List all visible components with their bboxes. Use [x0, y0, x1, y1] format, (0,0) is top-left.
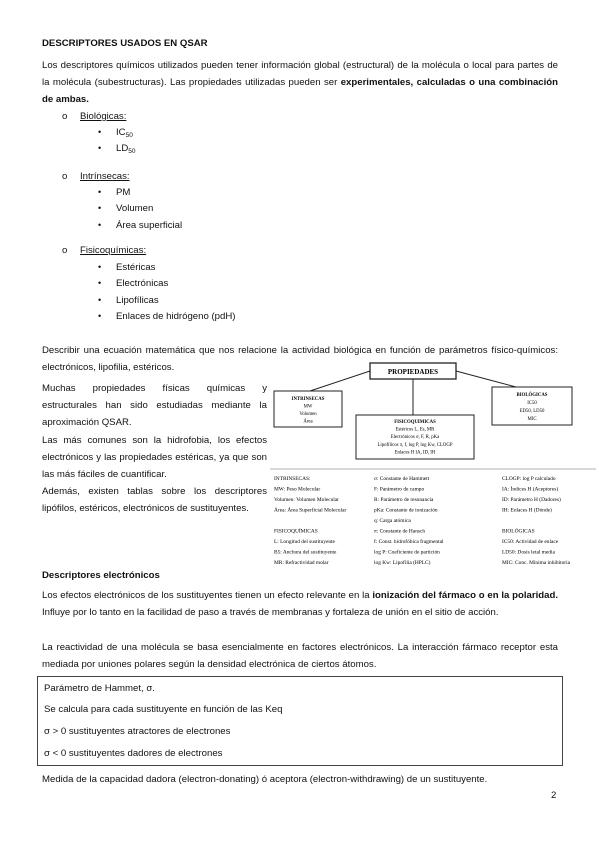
- table-col2-cell: log Kw: Lipofilia (HPLC): [374, 560, 431, 566]
- box-line-3: σ > 0 sustituyentes atractores de electrones: [44, 726, 231, 737]
- item-bullet: •: [98, 295, 102, 305]
- category-item: [116, 143, 136, 155]
- table-col1-cell: B5: Anchura del sustituyente: [274, 549, 337, 556]
- category-label: Biológicas:: [80, 111, 127, 122]
- electronic-paragraph-2: La reactividad de una molécula se basa esencialmente en factores electrónicos. La interacción fármaco receptor esta mediada por uniones polares según la densidad electrónica de ciertos átomos.: [42, 642, 558, 670]
- item-text: Estéricas: [116, 262, 156, 273]
- elec-text-bold: ionización del fármaco o en la polaridad.: [372, 590, 558, 601]
- table-col2-cell: pKa: Constante de ionización: [374, 507, 438, 514]
- box-line-4: σ < 0 sustituyentes dadores de electrones: [44, 748, 223, 759]
- table-col1-cell: FISICOQUÍMICAS: [274, 528, 318, 535]
- table-col3-cell: IA: Índices H (Aceptores): [502, 486, 559, 493]
- category-label: Intrínsecas:: [80, 171, 130, 182]
- intro-paragraph: [42, 57, 558, 108]
- item-text: Electrónicas: [116, 278, 169, 289]
- bio-line: BIOLÓGICAS: [516, 393, 548, 398]
- table-col3-cell: MIC: Conc. Mínima inhibitoria: [502, 560, 570, 566]
- final-line: Medida de la capacidad dadora (electron-donating) ó aceptora (electron-withdrawing) de un sustituyente.: [42, 774, 488, 785]
- side-paragraph-1: Muchas propiedades físicas químicas y estructurales han sido estudiadas mediante la aproximación QSAR.: [42, 383, 267, 428]
- table-col1-cell: Área: Área Superficial Molecular: [274, 507, 347, 514]
- fisico-line: FISICOQUIMICAS: [394, 420, 436, 425]
- category-label: Fisicoquímicas:: [80, 245, 147, 256]
- fisico-line: Electrónicos σ, F, R, pKa: [390, 435, 440, 441]
- bio-line: ED50, LD50: [519, 409, 545, 414]
- root-label: PROPIEDADES: [387, 368, 439, 376]
- table-col1-cell: MW: Peso Molecular: [274, 486, 321, 493]
- table-col1-cell: Volumen: Volumen Molecular: [274, 497, 339, 503]
- intro-text: Los descriptores químicos utilizados pueden tener información global (estructural) de la molécula o local para partes de la molécula (subestructuras). Las propiedades utilizadas pueden ser: [42, 60, 558, 88]
- outline-bullet: o: [62, 171, 68, 182]
- category-item: [116, 311, 235, 322]
- fisico-line: Estéricos L, Es, MR: [395, 427, 435, 433]
- page-title: DESCRIPTORES USADOS EN QSAR: [42, 38, 208, 49]
- category-item: [116, 295, 159, 306]
- hammett-box: [37, 676, 563, 766]
- page-number: 2: [551, 790, 557, 801]
- properties-diagram: [270, 357, 596, 575]
- outline-bullet: o: [62, 245, 68, 256]
- item-bullet: •: [98, 187, 102, 197]
- item-bullet: •: [98, 262, 102, 272]
- fisico-line: Enlaces H IA, ID, IH: [394, 450, 436, 456]
- table-col3-cell: LD50: Dosis letal media: [502, 549, 555, 556]
- intrinsecas-line: INTRINSECAS: [291, 397, 325, 402]
- bio-line: IC50: [527, 401, 537, 406]
- section-heading: Descriptores electrónicos: [42, 570, 160, 581]
- category-item: [116, 187, 130, 198]
- item-text: Área superficial: [116, 220, 183, 231]
- table-col2-cell: q: Carga atómica: [374, 518, 411, 524]
- table-col2-cell: π: Constante de Hansch: [374, 528, 426, 535]
- item-text: PM: [116, 187, 131, 198]
- intro-bold-text: experimentales, calculadas o una combinación de ambas.: [42, 77, 558, 105]
- category-item: [116, 278, 168, 289]
- category-item: [116, 262, 155, 273]
- category-item: [116, 127, 133, 139]
- table-col3-cell: IC50: Actividad de enlace: [502, 539, 559, 545]
- item-subscript: 50: [128, 148, 136, 155]
- box-line-1: Parámetro de Hammet, σ.: [44, 683, 155, 694]
- outline-bullet: o: [62, 111, 68, 122]
- elec-text-after: Influye por lo tanto en la facilidad de paso a través de membranas y fortaleza de unión en el sitio de acción.: [42, 607, 499, 618]
- item-text: LD: [116, 143, 129, 154]
- item-subscript: 50: [125, 132, 133, 139]
- table-col1-cell: MR: Refractividad molar: [274, 560, 329, 566]
- properties-figure: [270, 357, 596, 575]
- intrinsecas-line: MW: [303, 404, 313, 410]
- category-item: [116, 203, 153, 214]
- table-col3-cell: CLOGP: log P calculado: [502, 476, 556, 482]
- table-col2-cell: σ: Constante de Hammett: [374, 476, 430, 482]
- side-paragraph-3: Además, existen tablas sobre los descriptores lipófilos, estéricos, electrónicos de sustituyentes.: [42, 486, 267, 514]
- electronic-paragraph-1: [42, 587, 558, 621]
- describe-paragraph: Describir una ecuación matemática que nos relacione la actividad biológica en función de parámetros físico-químicos: electrónicos, lipofilia, estéricos.: [42, 345, 558, 373]
- item-text: IC: [116, 127, 126, 138]
- item-bullet: •: [98, 127, 102, 137]
- table-col3-cell: BIOLÓGICAS: [502, 528, 535, 535]
- table-col1-cell: INTRINSECAS:: [274, 476, 311, 482]
- bio-line: MIC: [527, 417, 537, 422]
- table-col2-cell: f: Const. hidrofóbica fragmental: [374, 539, 444, 545]
- item-bullet: •: [98, 143, 102, 153]
- item-bullet: •: [98, 278, 102, 288]
- item-bullet: •: [98, 311, 102, 321]
- elec-text-before: Los efectos electrónicos de los sustituyentes tienen un efecto relevante en la: [42, 590, 373, 601]
- side-paragraph-2: Las más comunes son la hidrofobia, los efectos electrónicos y las propiedades estéricas, ya que son las más fáciles de cuantificar.: [42, 435, 267, 480]
- item-bullet: •: [98, 203, 102, 213]
- fisico-line: Lipofílicos π, f, log P, log Kw, CLOGP: [377, 442, 453, 448]
- box-line-2: Se calcula para cada sustituyente en función de las Keq: [44, 704, 283, 715]
- item-text: Enlaces de hidrógeno (pdH): [116, 311, 236, 322]
- table-col3-cell: IH: Enlaces H (Dónde): [502, 507, 552, 514]
- item-text: Volumen: [116, 203, 154, 214]
- category-item: [116, 220, 182, 231]
- table-col1-cell: L: Longitud del sustituyente: [274, 539, 335, 545]
- intrinsecas-line: Volumen: [299, 412, 317, 417]
- table-col3-cell: ID: Parámetro H (Dadores): [502, 497, 561, 503]
- table-col2-cell: log P: Coeficiente de partición: [374, 549, 440, 556]
- table-col2-cell: F: Parámetro de campo: [374, 486, 425, 493]
- table-col2-cell: R: Parámetro de resonancia: [374, 497, 434, 503]
- item-bullet: •: [98, 220, 102, 230]
- intrinsecas-line: Área: [303, 419, 313, 425]
- item-text: Lipofílicas: [116, 295, 159, 306]
